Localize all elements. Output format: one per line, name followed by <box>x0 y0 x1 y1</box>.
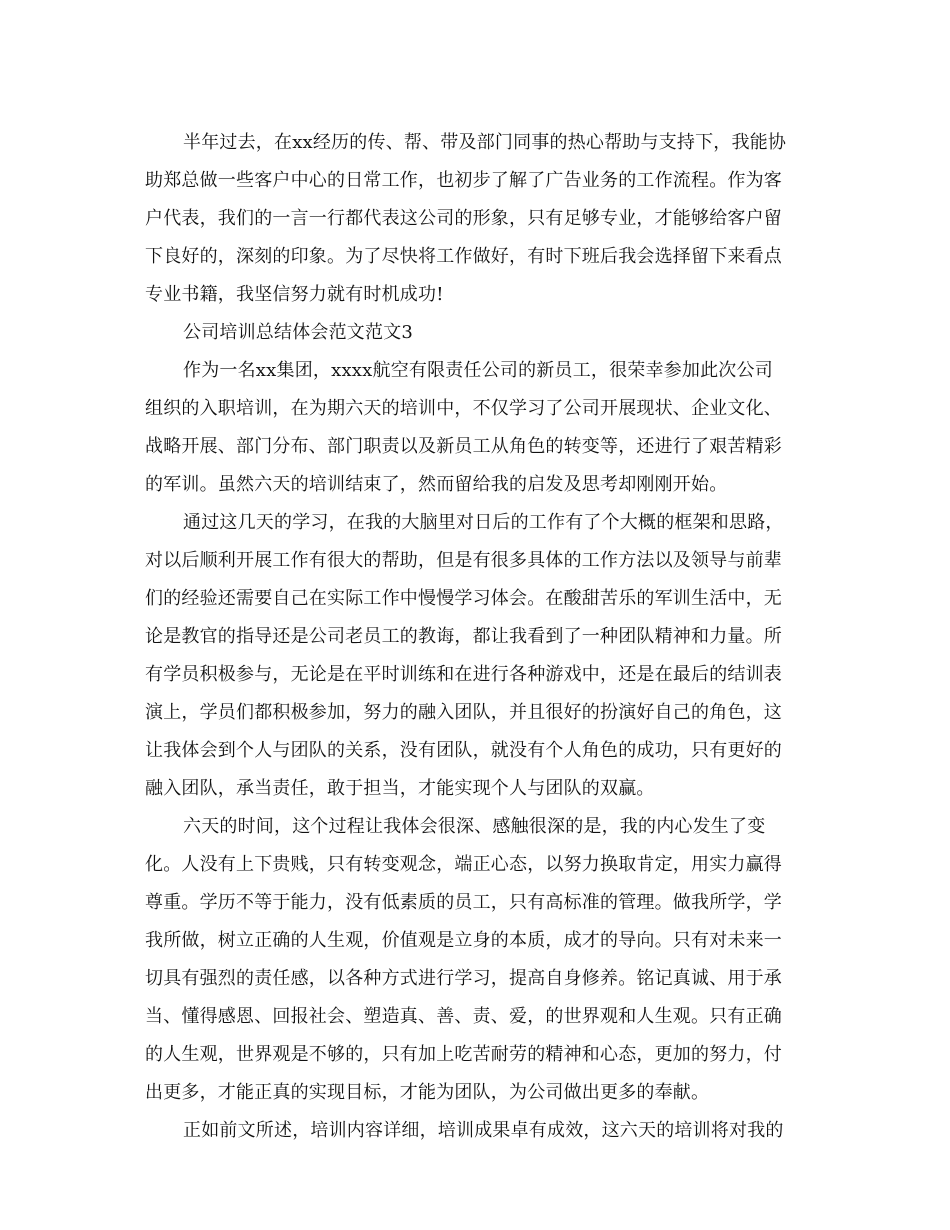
paragraph-line: 尊重。学历不等于能力，没有低素质的员工，只有高标准的管理。做我所学，学 <box>145 892 782 913</box>
paragraph-line: 的人生观，世界观是不够的，只有加上吃苦耐劳的精神和心态，更加的努力，付 <box>145 1044 782 1065</box>
paragraph-line: 作为一名xx集团，xxxx航空有限责任公司的新员工，很荣幸参加此次公司 <box>183 360 773 381</box>
paragraph-line: 论是教官的指导还是公司老员工的教诲，都让我看到了一种团队精神和力量。所 <box>145 626 782 647</box>
paragraph-line: 助郑总做一些客户中心的日常工作，也初步了解了广告业务的工作流程。作为客 <box>145 170 782 191</box>
paragraph-line: 半年过去，在xx经历的传、帮、带及部门同事的热心帮助与支持下，我能协 <box>183 132 787 153</box>
paragraph-line: 融入团队，承当责任，敢于担当，才能实现个人与团队的双赢。 <box>145 778 655 799</box>
section-heading: 公司培训总结体会范文范文3 <box>183 322 414 343</box>
paragraph-line: 出更多，才能正真的实现目标，才能为团队，为公司做出更多的奉献。 <box>145 1082 710 1103</box>
paragraph-line: 战略开展、部门分布、部门职责以及新员工从角色的转变等，还进行了艰苦精彩 <box>145 436 782 457</box>
paragraph-line: 专业书籍，我坚信努力就有时机成功! <box>145 284 444 305</box>
paragraph-line: 演上，学员们都积极参加，努力的融入团队，并且很好的扮演好自己的角色，这 <box>145 702 782 723</box>
paragraph-line: 我所做，树立正确的人生观，价值观是立身的本质，成才的导向。只有对未来一 <box>145 930 782 951</box>
paragraph-line: 对以后顺利开展工作有很大的帮助，但是有很多具体的工作方法以及领导与前辈 <box>145 550 782 571</box>
paragraph-line: 通过这几天的学习，在我的大脑里对日后的工作有了个大概的框架和思路， <box>183 512 784 533</box>
paragraph-line: 组织的入职培训，在为期六天的培训中，不仅学习了公司开展现状、企业文化、 <box>145 398 782 419</box>
paragraph-line: 下良好的，深刻的印象。为了尽快将工作做好，有时下班后我会选择留下来看点 <box>145 246 782 267</box>
paragraph-line: 当、懂得感恩、回报社会、塑造真、善、责、爱，的世界观和人生观。只有正确 <box>145 1006 782 1027</box>
paragraph-line: 户代表，我们的一言一行都代表这公司的形象，只有足够专业，才能够给客户留 <box>145 208 782 229</box>
paragraph-line: 化。人没有上下贵贱，只有转变观念，端正心态，以努力换取肯定，用实力赢得 <box>145 854 782 875</box>
paragraph-line: 让我体会到个人与团队的关系，没有团队，就没有个人角色的成功，只有更好的 <box>145 740 782 761</box>
paragraph-line: 正如前文所述，培训内容详细，培训成果卓有成效，这六天的培训将对我的 <box>183 1120 784 1141</box>
paragraph-line: 有学员积极参与，无论是在平时训练和在进行各种游戏中，还是在最后的结训表 <box>145 664 782 685</box>
paragraph-line: 的军训。虽然六天的培训结束了，然而留给我的启发及思考却刚刚开始。 <box>145 474 728 495</box>
paragraph-line: 切具有强烈的责任感，以各种方式进行学习，提高自身修养。铭记真诚、用于承 <box>145 968 782 989</box>
paragraph-line: 六天的时间，这个过程让我体会很深、感触很深的是，我的内心发生了变 <box>183 816 766 837</box>
paragraph-line: 们的经验还需要自己在实际工作中慢慢学习体会。在酸甜苦乐的军训生活中，无 <box>145 588 782 609</box>
document-page <box>145 124 805 1150</box>
